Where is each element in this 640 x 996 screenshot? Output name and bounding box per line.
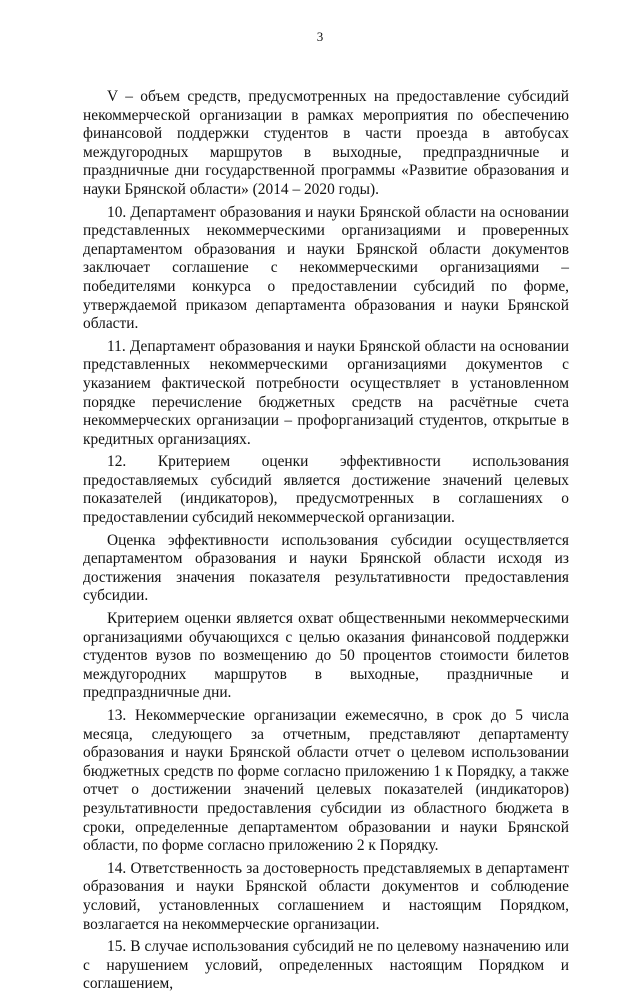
paragraph-12-criterion: Критерием оценки является охват общественными некоммерческими организациями обучающихся с целью оказания финансовой поддержки студентов вузов по возмещению до 50 процентов стоимости билетов междугородних маршрутов в выходные, праздничные и предпраздничные дни. xyxy=(83,610,569,702)
paragraph-13: 13. Некоммерческие организации ежемесячно, в срок до 5 числа месяца, следующего за отчетным, представляют департаменту образования и науки Брянской области отчет о целевом использовании бюджетных средств по форме согласно приложению 1 к Порядку, а также отчет о достижении значений целевых показателей (индикаторов) результативности предоставления субсидии из областного бюджета в сроки, определенные департаментом образовании и науки Брянской области, по форме согласно приложению 2 к Порядку. xyxy=(83,707,569,855)
document-body xyxy=(83,88,569,996)
paragraph-v-definition: V – объем средств, предусмотренных на предоставление субсидий некоммерческой организации в рамках мероприятия по обеспечению финансовой поддержки студентов в части проезда в автобусах междугородных маршрутов в выходные, предпраздничные и праздничные дни государственной программы «Развитие образования и науки Брянской области» (2014 – 2020 годы). xyxy=(83,88,569,198)
page-number: 3 xyxy=(316,29,324,44)
paragraph-12-evaluation: Оценка эффективности использования субсидии осуществляется департаментом образования и науки Брянской области исходя из достижения значения показателя результативности предоставления субсидии. xyxy=(83,531,569,605)
paragraph-11: 11. Департамент образования и науки Брянской области на основании представленных некоммерческими организациями документов с указанием фактической потребности осуществляет в установленном порядке перечисление бюджетных средств на расчётные счета некоммерческих организации – профорганизаций студентов, открытые в кредитных организациях. xyxy=(83,337,569,448)
paragraph-12: 12. Критерием оценки эффективности использования предоставляемых субсидий является достижение значений целевых показателей (индикаторов), предусмотренных в соглашениях о предоставлении субсидий некоммерческой организации. xyxy=(83,453,569,527)
paragraph-15: 15. В случае использования субсидий не по целевому назначению или с нарушением условий, определенных настоящим Порядком и соглашением, xyxy=(83,938,569,993)
paragraph-14: 14. Ответственность за достоверность представляемых в департамент образования и науки Брянской области документов и соблюдение условий, установленных соглашением и настоящим Порядком, возлагается на некоммерческие организации. xyxy=(83,859,569,933)
paragraph-10: 10. Департамент образования и науки Брянской области на основании представленных некоммерческими организациями и проверенных департаментом образования и науки Брянской области документов заключает соглашение с некоммерческими организациями – победителями конкурса о предоставлении субсидий по форме, утверждаемой приказом департамента образования и науки Брянской области. xyxy=(83,203,569,333)
